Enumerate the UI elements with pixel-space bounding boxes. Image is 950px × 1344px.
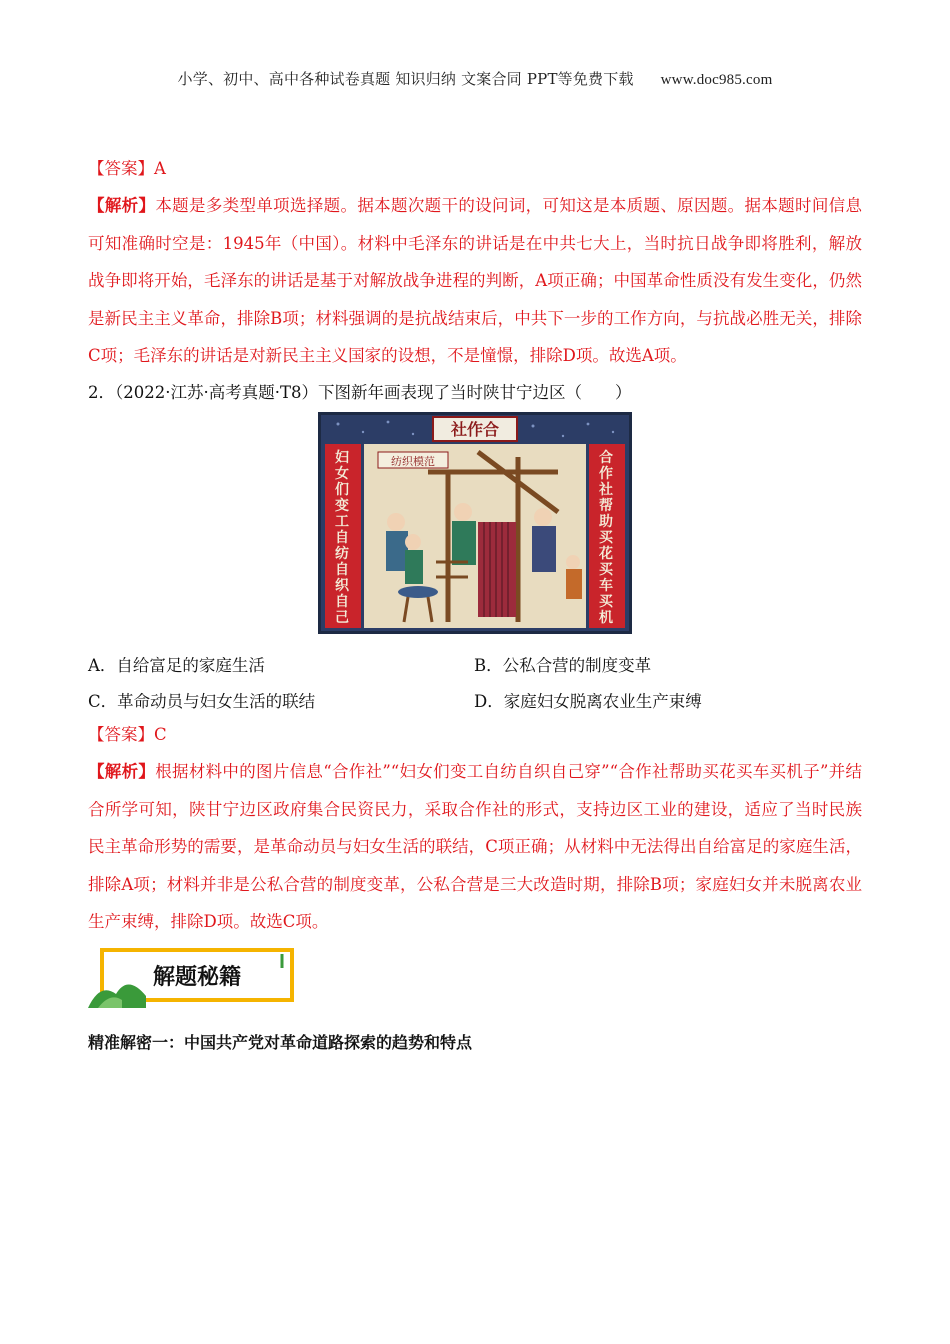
page-header xyxy=(0,68,950,89)
q2-answer: 【答案】C xyxy=(88,725,167,744)
painting-banner: 纺织模范 xyxy=(391,455,435,468)
painting-right-text: 合作社帮助买花买车买机 xyxy=(599,450,613,626)
q1-analysis xyxy=(88,187,862,375)
secret-subheading: 精准解密一：中国共产党对革命道路探索的趋势和特点 xyxy=(88,1033,473,1052)
option-b[interactable]: B．公私合营的制度变革 xyxy=(474,656,652,675)
header-banner: 小学、初中、高中各种试卷真题 知识归纳 文案合同 PPT等免费下载 xyxy=(177,70,634,88)
secret-badge xyxy=(88,944,298,1014)
painting-top-sign: 社作合 xyxy=(450,420,500,439)
option-a[interactable]: A．自给富足的家庭生活 xyxy=(88,656,265,675)
q1-analysis-label: 【解析】 xyxy=(88,196,156,215)
q2-analysis xyxy=(88,753,862,941)
q2-stem-text: 下图新年画表现了当时陕甘宁边区（ ） xyxy=(317,383,632,402)
q2-analysis-label: 【解析】 xyxy=(88,762,156,781)
option-c[interactable]: C．革命动员与妇女生活的联结 xyxy=(88,692,316,711)
option-d[interactable]: D．家庭妇女脱离农业生产束缚 xyxy=(474,692,702,711)
q2-stem xyxy=(88,380,862,406)
q1-analysis-text: 本题是多类型单项选择题。据本题次题干的设问词，可知这是本质题、原因题。据本题时间信息可知准确时空是：1945年（中国）。材料中毛泽东的讲话是在中共七大上，当时抗日战争即将胜利，解放战争即将开始，毛泽东的讲话是基于对解放战争进程的判断，A项正确；中国革命性质没有发生变化，仍然是新民主主义革命，排除B项；材料强调的是抗战结束后，中共下一步的工作方向，与抗战必胜无关，排除C项；毛泽东的讲话是对新民主主义国家的设想，不是憧憬，排除D项。故选A项。 xyxy=(88,196,863,366)
secret-badge-label: 解题秘籍 xyxy=(152,965,242,990)
new-year-painting xyxy=(318,412,632,634)
q2-number: 2． xyxy=(88,383,115,402)
q1-answer: 【答案】A xyxy=(88,159,166,178)
q2-source: （2022·江苏·高考真题·T8） xyxy=(115,383,318,402)
painting-left-text: 妇女们变工自纺自织自己 xyxy=(335,450,349,626)
q2-analysis-text: 根据材料中的图片信息“合作社”“妇女们变工自纺自织自己穿”“合作社帮助买花买车买机子”并结合所学可知，陕甘宁边区政府集合民资民力，采取合作社的形式，支持边区工业的建设，适应了当时民族民主革命形势的需要，是革命动员与妇女生活的联结，C项正确；从材料中无法得出自给富足的家庭生活，排除A项；材料并非是公私合营的制度变革，公私合营是三大改造时期，排除B项；家庭妇女并未脱离农业生产束缚，排除D项。故选C项。 xyxy=(88,762,862,932)
header-site: www.doc985.com xyxy=(660,72,773,88)
